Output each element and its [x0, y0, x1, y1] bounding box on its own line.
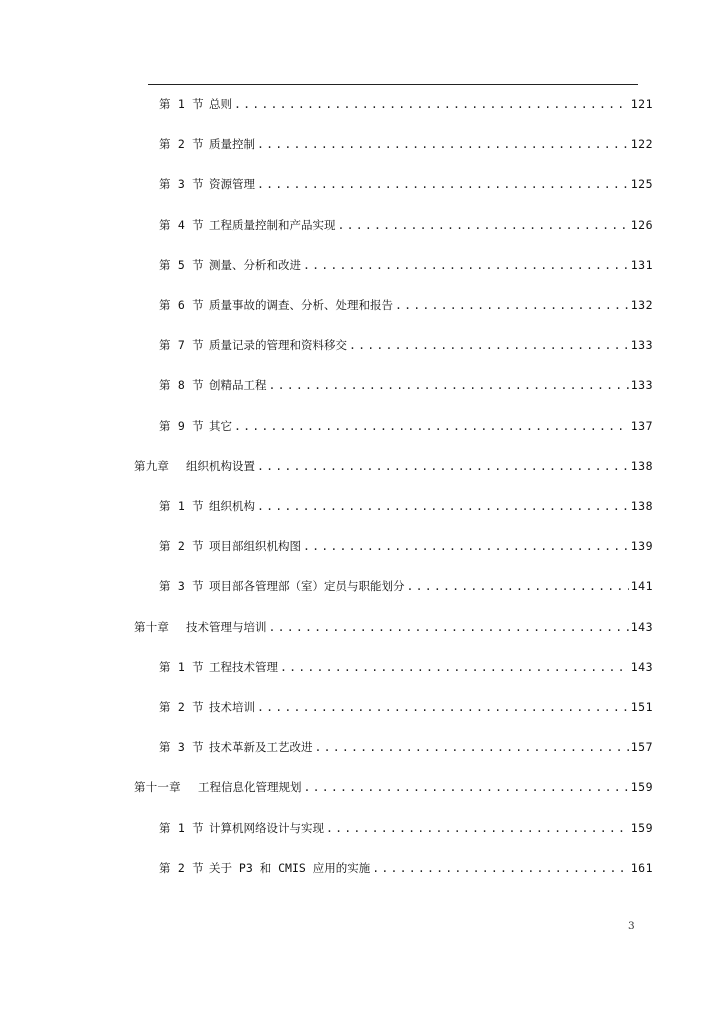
toc-entry-label: 第九章	[134, 458, 170, 473]
toc-entry-page: 138	[630, 499, 653, 513]
toc-entry-label: 第 7 节	[159, 338, 204, 353]
toc-leader-dots	[257, 173, 629, 195]
toc-entry[interactable]	[0, 736, 724, 758]
toc-entry-title: 工程技术管理	[209, 659, 278, 674]
toc-entry[interactable]	[0, 696, 724, 718]
toc-entry-page: 139	[630, 539, 653, 554]
toc-entry-title: 关于 P3 和 CMIS 应用的实施	[209, 860, 371, 875]
toc-entry-page: 143	[630, 659, 653, 674]
page-number: 3	[628, 920, 635, 932]
header-rule	[148, 84, 638, 85]
toc-entry-title: 其它	[209, 418, 232, 433]
toc-entry-title: 组织机构设置	[186, 458, 255, 473]
toc-entry-title: 质量记录的管理和资料移交	[209, 338, 347, 353]
toc-leader-dots	[269, 616, 629, 638]
toc-entry-title: 工程信息化管理规划	[198, 780, 302, 795]
toc-entry-page: 157	[630, 740, 653, 755]
toc-leader-dots	[372, 857, 628, 879]
toc-leader-dots	[304, 776, 629, 798]
toc-leader-dots	[269, 374, 629, 396]
toc-entry-title: 技术革新及工艺改进	[209, 740, 313, 755]
toc-entry-label: 第 8 节	[159, 378, 204, 393]
toc-entry-label: 第 1 节	[159, 499, 204, 513]
toc-entry-title: 技术培训	[209, 700, 255, 714]
toc-entry[interactable]	[0, 93, 724, 115]
toc-entry-label: 第 2 节	[159, 137, 204, 152]
toc-chapter-entry[interactable]	[0, 776, 724, 798]
toc-leader-dots	[303, 254, 629, 276]
toc-entry-page: 159	[630, 780, 653, 795]
toc-entry[interactable]	[0, 575, 724, 597]
toc-leader-dots	[257, 133, 629, 155]
toc-entry[interactable]	[0, 173, 724, 195]
toc-entry-title: 工程质量控制和产品实现	[209, 217, 336, 232]
toc-entry[interactable]	[0, 133, 724, 155]
toc-entry-title: 项目部组织机构图	[209, 539, 301, 554]
toc-leader-dots	[280, 656, 629, 678]
toc-entry[interactable]	[0, 656, 724, 678]
toc-entry-label: 第 4 节	[159, 217, 204, 232]
toc-entry-title: 总则	[209, 97, 232, 111]
toc-entry[interactable]	[0, 415, 724, 437]
toc-entry-page: 137	[630, 418, 653, 433]
toc-entry-page: 126	[630, 217, 653, 232]
toc-entry-label: 第 3 节	[159, 177, 204, 192]
toc-entry-title: 组织机构	[209, 499, 255, 513]
toc-entry-label: 第 3 节	[159, 579, 204, 594]
toc-leader-dots	[257, 495, 629, 517]
toc-entry-title: 技术管理与培训	[186, 619, 267, 634]
toc-entry-label: 第 2 节	[159, 700, 204, 714]
toc-entry-title: 项目部各管理部（室）定员与职能划分	[209, 579, 405, 594]
toc-leader-dots	[395, 294, 629, 316]
toc-entry-title: 测量、分析和改进	[209, 257, 301, 272]
toc-entry[interactable]	[0, 817, 724, 839]
toc-entry[interactable]	[0, 374, 724, 396]
toc-entry[interactable]	[0, 294, 724, 316]
toc-entry-title: 创精品工程	[209, 378, 267, 393]
toc-entry-label: 第 5 节	[159, 257, 204, 272]
toc-entry-page: 161	[630, 860, 653, 875]
toc-leader-dots	[407, 575, 629, 597]
toc-entry-page: 143	[630, 619, 653, 634]
toc-entry-label: 第十一章	[134, 780, 181, 795]
toc-leader-dots	[338, 214, 629, 236]
toc-entry[interactable]	[0, 857, 724, 879]
toc-entry-title: 质量事故的调查、分析、处理和报告	[209, 298, 393, 312]
toc-entry-label: 第 1 节	[159, 820, 204, 835]
toc-entry-label: 第 2 节	[159, 860, 204, 875]
toc-entry-title: 资源管理	[209, 177, 255, 192]
toc-entry-page: 151	[630, 700, 653, 714]
toc-leader-dots	[326, 817, 629, 839]
toc-leader-dots	[257, 455, 629, 477]
toc-entry-page: 133	[630, 378, 653, 393]
toc-leader-dots	[315, 736, 629, 758]
toc-entry-page: 141	[630, 579, 653, 594]
toc-entry[interactable]	[0, 495, 724, 517]
toc-entry-page: 133	[630, 338, 653, 353]
toc-entry[interactable]	[0, 535, 724, 557]
toc-entry-page: 132	[630, 298, 653, 312]
toc-entry-page: 138	[630, 458, 653, 473]
toc-entry-page: 121	[630, 97, 653, 111]
toc-entry-page: 122	[630, 137, 653, 152]
toc-chapter-entry[interactable]	[0, 616, 724, 638]
toc-entry-label: 第 1 节	[159, 659, 204, 674]
toc-entry-label: 第 1 节	[159, 97, 204, 111]
toc-entry[interactable]	[0, 334, 724, 356]
toc-entry-page: 125	[630, 177, 653, 192]
toc-chapter-entry[interactable]	[0, 455, 724, 477]
toc-leader-dots	[257, 696, 629, 718]
toc-entry-page: 159	[630, 820, 653, 835]
toc-entry-label: 第十章	[134, 619, 170, 634]
toc-entry[interactable]	[0, 214, 724, 236]
toc-entry-label: 第 2 节	[159, 539, 204, 554]
toc-entry-title: 计算机网络设计与实现	[209, 820, 324, 835]
toc-leader-dots	[234, 415, 629, 437]
toc-leader-dots	[303, 535, 629, 557]
toc-entry[interactable]	[0, 254, 724, 276]
toc-entry-label: 第 9 节	[159, 418, 204, 433]
toc-entry-label: 第 3 节	[159, 740, 204, 755]
toc-entry-title: 质量控制	[209, 137, 255, 152]
toc-entry-label: 第 6 节	[159, 298, 204, 312]
toc-leader-dots	[349, 334, 629, 356]
toc-leader-dots	[234, 93, 629, 115]
toc-entry-page: 131	[630, 257, 653, 272]
